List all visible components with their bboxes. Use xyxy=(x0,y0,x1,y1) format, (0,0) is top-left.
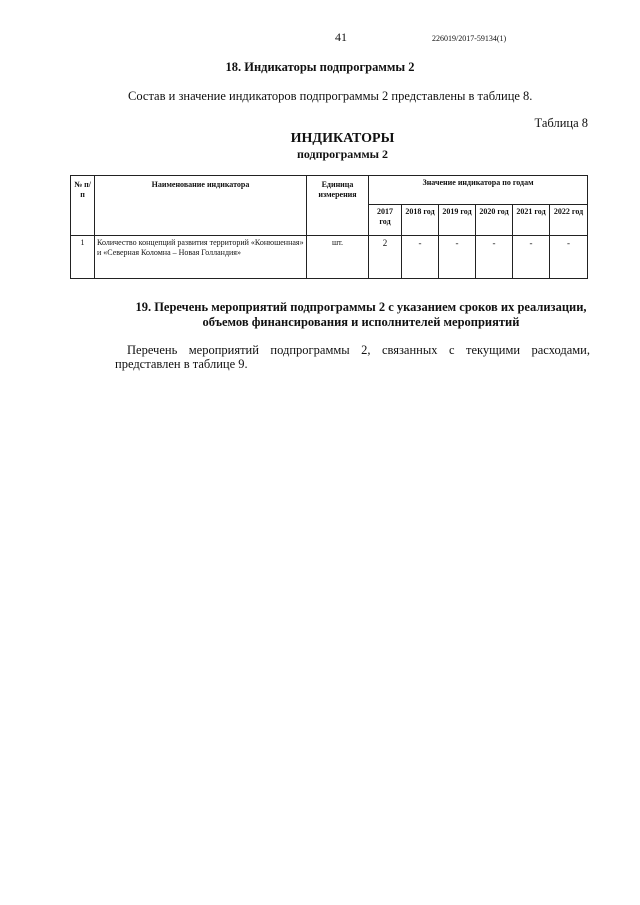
section-19-heading-line1: 19. Перечень мероприятий подпрограммы 2 с указанием сроков их реализации, xyxy=(135,300,587,314)
table-row xyxy=(71,236,588,279)
row-value-2021: - xyxy=(513,236,550,279)
header-num: № п/п xyxy=(71,176,95,236)
table-subtitle: подпрограммы 2 xyxy=(296,147,389,161)
document-code: 226019/2017-59134(1) xyxy=(432,34,507,43)
header-year-2021: 2021 год xyxy=(513,205,550,236)
row-num: 1 xyxy=(71,236,95,279)
section-18-intro: Состав и значение индикаторов подпрограммы 2 представлены в таблице 8. xyxy=(128,89,533,103)
header-year-2019: 2019 год xyxy=(439,205,476,236)
indicators-table xyxy=(70,175,588,279)
section-19-heading-line2: объемов финансирования и исполнителей мероприятий xyxy=(202,315,520,329)
header-unit: Единица измерения xyxy=(307,176,369,236)
header-name: Наименование индикатора xyxy=(95,176,307,236)
header-values-group: Значение индикатора по годам xyxy=(369,176,588,205)
page-number: 41 xyxy=(335,30,347,44)
section-18-heading: 18. Индикаторы подпрограммы 2 xyxy=(225,60,415,74)
section-19-heading xyxy=(0,300,640,330)
header-year-2018: 2018 год xyxy=(402,205,439,236)
row-value-2020: - xyxy=(476,236,513,279)
header-year-2020: 2020 год xyxy=(476,205,513,236)
header-year-2017: 2017 год xyxy=(369,205,402,236)
row-indicator-name: Количество концепций развития территорий «Конюшенная» и «Северная Коломна – Новая Голландия» xyxy=(95,236,307,279)
row-value-2019: - xyxy=(439,236,476,279)
section-19-paragraph-line2: представлен в таблице 9. xyxy=(115,357,248,371)
row-value-2017: 2 xyxy=(369,236,402,279)
table-caption: Таблица 8 xyxy=(534,116,588,130)
table-title: ИНДИКАТОРЫ xyxy=(290,131,395,146)
row-value-2018: - xyxy=(402,236,439,279)
section-19-paragraph-line1: Перечень мероприятий подпрограммы 2, связанных с текущими расходами, xyxy=(127,343,590,357)
row-value-2022: - xyxy=(550,236,588,279)
row-unit: шт. xyxy=(307,236,369,279)
section-19-paragraph xyxy=(115,343,590,371)
header-year-2022: 2022 год xyxy=(550,205,588,236)
